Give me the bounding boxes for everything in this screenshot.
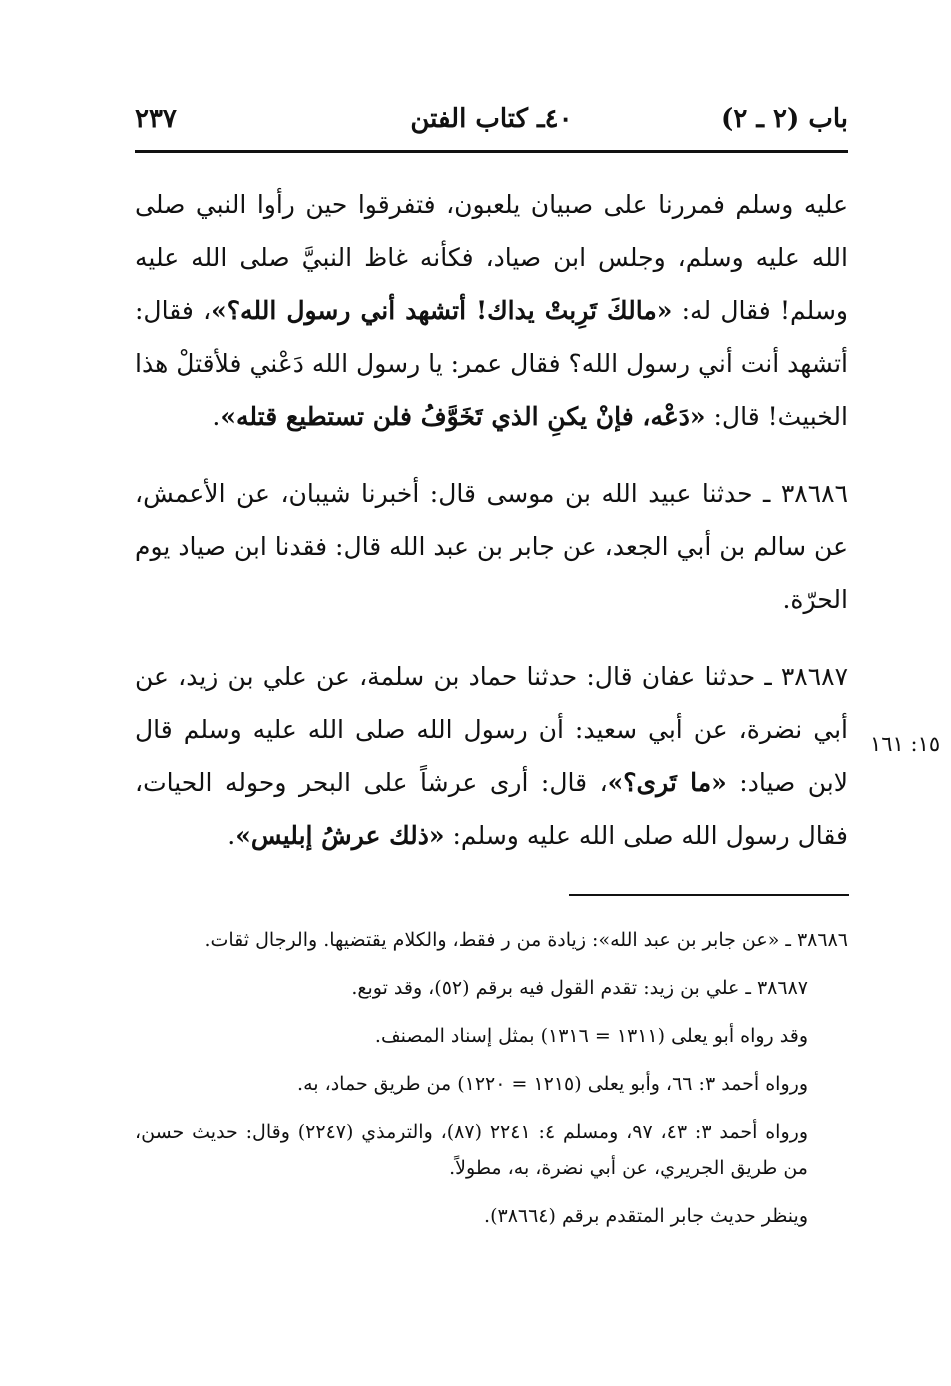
header-rule (135, 150, 848, 153)
footnote-rule (569, 894, 849, 896)
text-run: . (212, 402, 221, 431)
text-run: . (227, 821, 236, 850)
footnote-38687: ٣٨٦٨٧ ـ علي بن زيد: تقدم القول فيه برقم (٥٢)، وقد توبع. (351, 977, 808, 999)
footnotes (135, 922, 848, 1246)
hadith-quote: «مالكَ تَرِبتْ يداك! أتشهد أني رسول الله؟» (211, 296, 673, 325)
text-run: ، فقال: أتشهد أنت أني رسول الله؟ فقال عمر: يا رسول الله دَعْني فلأقتلْ هذا الخبيث! قال: (135, 296, 848, 431)
footnote-line: وقد رواه أبو يعلى (١٣١١ = ١٣١٦) بمثل إسناد المصنف. (374, 1025, 808, 1047)
hadith-quote: «ما تَرى؟» (607, 768, 727, 797)
hadith-quote: «ذلك عرشُ إبليس» (235, 821, 445, 850)
page-header (135, 100, 848, 146)
paragraph-continuation (135, 178, 848, 443)
footnote-line: وينظر حديث جابر المتقدم برقم (٣٨٦٦٤). (484, 1205, 808, 1227)
footnote-line: ورواه أحمد ٣: ٤٣، ٩٧، ومسلم ٤: ٢٢٤١ (٨٧)، والترمذي (٢٢٤٧) وقال: حديث حسن، من طريق الجريري، عن أبي نضرة، به، مطولاً. (135, 1121, 808, 1179)
hadith-quote: «دَعْه، فإنْ يكنِ الذي تَخَوَّفُ فلن تستطيع قتله» (220, 402, 706, 431)
margin-reference: ١٥: ١٦١ (870, 732, 941, 756)
chapter-label: باب (٢ ـ ٢) (721, 104, 848, 134)
text-run: ، قال: أرى عرشاً على البحر وحوله الحيات، فقال رسول الله صلى الله عليه وسلم: (135, 768, 848, 850)
text-run: عليه وسلم فمررنا على صبيان يلعبون، فتفرقوا حين رأوا النبي صلى الله عليه وسلم، وجلس ابن صياد، فكأنه غاظ النبيَّ صلى الله عليه وسلم! فقال له: (135, 190, 848, 325)
footnote-38686: ٣٨٦٨٦ ـ «عن جابر بن عبد الله»: زيادة من ر فقط، والكلام يقتضيها. والرجال ثقات. (204, 929, 848, 951)
hadith-38687 (135, 650, 848, 862)
footnote-line: ورواه أحمد ٣: ٦٦، وأبو يعلى (١٢١٥ = ١٢٢٠) من طريق حماد، به. (297, 1073, 808, 1095)
hadith-38686: ٣٨٦٨٦ ـ حدثنا عبيد الله بن موسى قال: أخبرنا شيبان، عن الأعمش، عن سالم بن أبي الجعد، عن جابر بن عبد الله قال: فقدنا ابن صياد يوم الحرّة. (135, 479, 848, 614)
main-text (135, 178, 848, 886)
page-number: ٢٣٧ (135, 104, 177, 134)
book-title: ٤٠ـ كتاب الفتن (410, 104, 573, 134)
text-run: ٣٨٦٨٧ ـ حدثنا عفان قال: حدثنا حماد بن سلمة، عن علي بن زيد، عن أبي نضرة، عن أبي سعيد: أن رسول الله صلى الله عليه وسلم قال لابن صياد: (135, 662, 848, 797)
